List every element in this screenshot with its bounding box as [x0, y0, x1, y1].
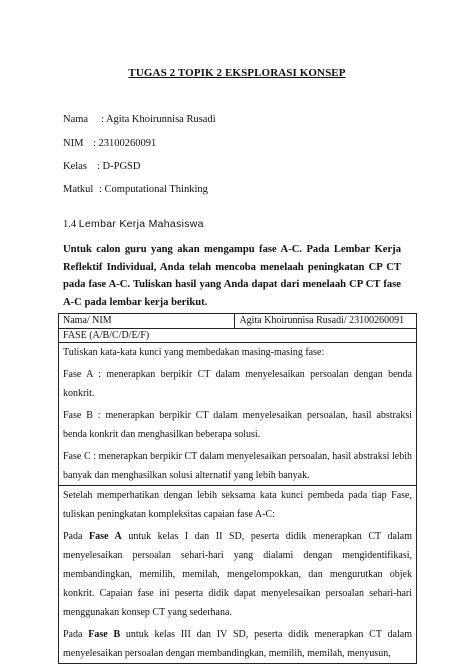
info-value: : Agita Khoirunnisa Rusadi: [101, 114, 216, 125]
info-value: : D-PGSD: [97, 161, 141, 172]
table-row: [59, 343, 417, 486]
name-nim-value: Agita Khoirunnisa Rusadi/ 23100260091: [235, 314, 417, 329]
info-label: Matkul: [63, 184, 94, 195]
info-row-matkul: [63, 184, 208, 195]
fase-b-keyword: Fase B : menerapkan berpikir CT dalam menyelesaikan persoalan, hasil abstraksi benda konkrit dan menghasilkan beberapa solusi.: [63, 410, 412, 440]
name-nim-label: Nama/ NIM: [59, 314, 235, 329]
complexity-prompt: Setelah memperhatikan dengan lebih seksama kata kunci pembeda pada tiap Fase, tuliskan peningkatan kompleksitas capaian fase A-C:: [63, 490, 412, 520]
worksheet-table: [58, 313, 417, 664]
info-label: NIM: [63, 138, 84, 149]
section-number: 1.4: [63, 219, 77, 230]
info-label: Kelas: [63, 161, 87, 172]
info-label: Nama: [63, 114, 89, 125]
intro-paragraph: [63, 241, 401, 311]
keywords-prompt: Tuliskan kata-kata kunci yang membedakan masing-masing fase:: [63, 347, 325, 358]
section-heading: [63, 218, 204, 230]
fase-b-paragraph: [63, 625, 412, 663]
fase-c-keyword: Fase C : menerapkan berpikir CT dalam menyelesaikan persoalan, hasil abstraksi lebih banyak dan menghasilkan solusi alternatif yang lebih banyak.: [63, 451, 412, 481]
fase-b-text: untuk kelas III dan IV SD, peserta didik menerapkan CT dalam menyelesaikan persoalan dengan membandingkan, memilih, memilah, menyusun,: [63, 629, 412, 659]
fase-label: FASE (A/B/C/D/E/F): [59, 328, 417, 343]
document-title: TUGAS 2 TOPIK 2 EKSPLORASI KONSEP: [128, 67, 346, 79]
table-row: [59, 314, 417, 329]
fase-a-text: untuk kelas I dan II SD, peserta didik menerapkan CT dalam menyelesaikan persoalan sehari-hari yang dialami dengan mengidentifikasi, membandingkan, memilih, memilah, mengelompokkan, dan mengurutkan objek konkrit. Capaian fase ini peserta didik dapat menyelesaikan persoalan sehari-hari menggunakan konsep CT yang sederhana.: [63, 531, 412, 618]
fase-a-pre: Pada: [63, 531, 90, 542]
fase-a-label: Fase A: [89, 531, 122, 542]
fase-b-label: Fase B: [88, 629, 121, 640]
fase-a-keyword: Fase A : menerapkan berpikir CT dalam menyelesaikan persoalan dengan benda konkrit.: [63, 369, 412, 399]
info-row-kelas: [63, 161, 140, 172]
fase-a-paragraph: [63, 527, 412, 622]
complexity-cell: [59, 486, 417, 664]
keywords-cell: [59, 343, 417, 486]
intro-text: Untuk calon guru yang akan mengampu fase A-C. Pada Lembar Kerja Reflektif Individual, Anda telah mencoba menelaah peningkatan CP CT pada fase A-C. Tuliskan hasil yang Anda dapat dari menelaah CP CT fase A-C pada lembar kerja berikut.: [63, 244, 401, 308]
info-row-nim: [63, 138, 156, 149]
info-value: : 23100260091: [93, 138, 157, 149]
fase-b-pre: Pada: [63, 629, 89, 640]
table-row: [59, 486, 417, 664]
section-title: Lembar Kerja Mahasiswa: [78, 218, 204, 230]
info-row-nama: [63, 114, 216, 125]
info-value: : Computational Thinking: [99, 184, 208, 195]
table-row: [59, 328, 417, 343]
